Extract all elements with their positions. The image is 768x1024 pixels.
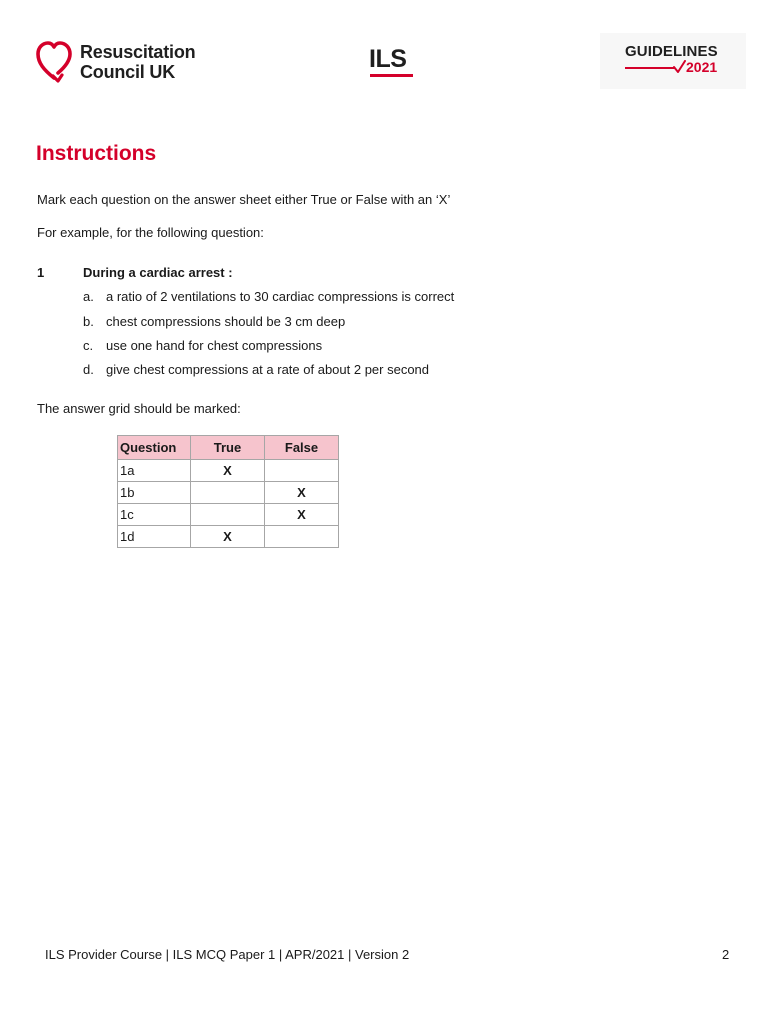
footer-text: ILS Provider Course | ILS MCQ Paper 1 | APR/2021 | Version 2 [45,947,410,962]
instruction-text: Mark each question on the answer sheet either True or False with an ‘X’ [37,192,451,207]
org-name-line2: Council UK [80,62,175,82]
question-number: 1 [37,265,45,280]
option-letter: b. [83,314,94,329]
guidelines-year: 2021 [686,59,718,75]
column-header-true: True [191,436,265,460]
cell-question: 1c [118,504,191,526]
option-text: a ratio of 2 ventilations to 30 cardiac compressions is correct [106,289,455,304]
page-number: 2 [722,947,730,962]
cell-question: 1b [118,482,191,504]
org-name [80,42,195,82]
cell-question: 1d [118,526,191,548]
cell-false [265,526,339,548]
question-stem: During a cardiac arrest : [83,265,233,280]
cell-false [265,460,339,482]
table-row [118,526,339,548]
cell-true [191,482,265,504]
example-intro-text: For example, for the following question: [37,225,264,240]
page-heading: Instructions [36,142,157,165]
cell-true [191,504,265,526]
question-option-a [83,289,454,305]
option-text: give chest compressions at a rate of about 2 per second [106,362,430,377]
column-header-false: False [265,436,339,460]
table-row [118,504,339,526]
option-text: chest compressions should be 3 cm deep [106,314,346,329]
cell-false: X [265,482,339,504]
ils-logo: ILS [369,45,407,73]
rcuk-logo [36,41,195,83]
cell-false: X [265,504,339,526]
org-name-line1: Resuscitation [80,42,196,62]
answer-grid-table [117,435,339,548]
table-header-row [118,436,339,460]
ils-logo-underline [370,74,413,77]
question-option-c [83,338,322,354]
option-letter: d. [83,362,94,377]
question-option-b [83,314,345,330]
option-letter: a. [83,289,94,304]
cell-true: X [191,460,265,482]
check-mark-icon [673,60,687,74]
heart-logo-icon [36,41,72,83]
table-row [118,482,339,504]
guidelines-red-line [625,67,675,69]
column-header-question: Question [118,436,191,460]
option-text: use one hand for chest compressions [106,338,323,353]
option-letter: c. [83,338,94,353]
table-row [118,460,339,482]
cell-true: X [191,526,265,548]
cell-question: 1a [118,460,191,482]
question-option-d [83,362,429,378]
grid-intro-text: The answer grid should be marked: [37,401,241,416]
guidelines-label: GUIDELINES [625,43,718,60]
